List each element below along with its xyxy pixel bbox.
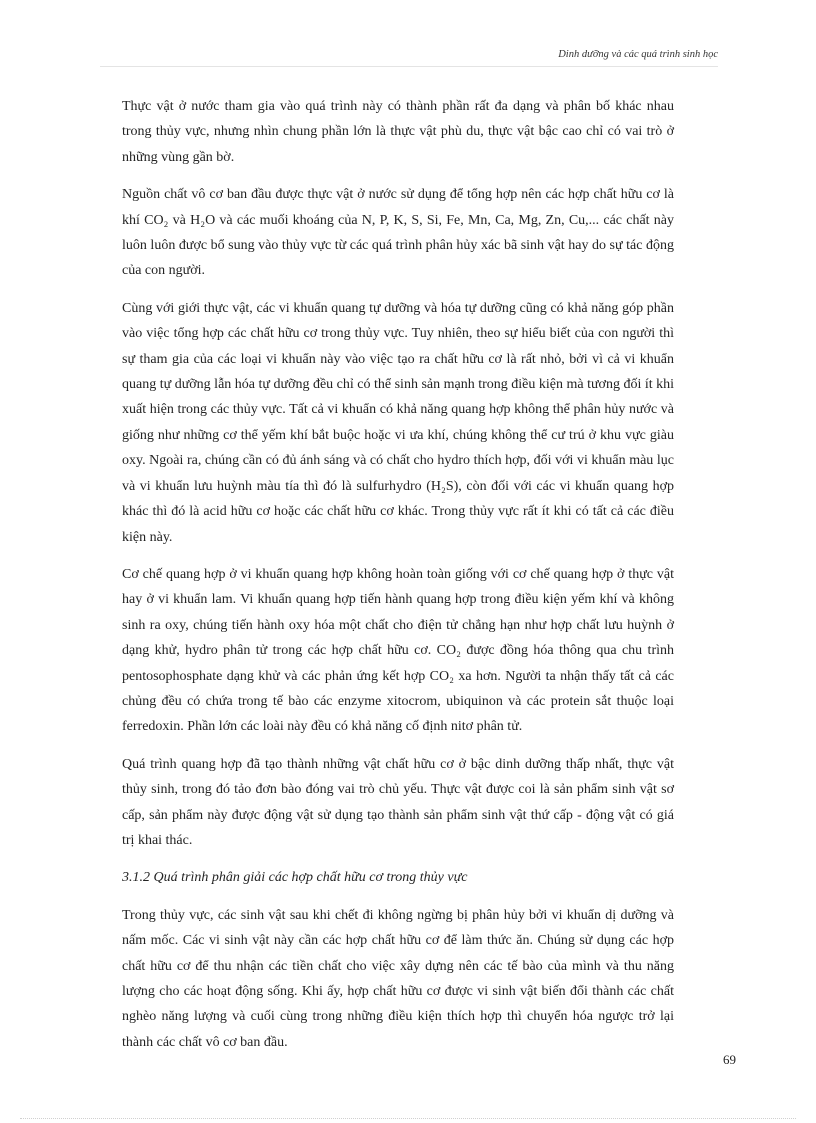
running-header: Dinh dưỡng và các quá trình sinh học	[558, 49, 718, 60]
paragraph-4: Cơ chế quang hợp ở vi khuẩn quang hợp không hoàn toàn giống với cơ chế quang hợp ở thực vật hay ở vi khuẩn lam. Vi khuẩn quang hợp tiến hành quang hợp trong điều kiện yếm khí và không sinh ra oxy, chúng tiến hành oxy hóa một chất cho điện tử chẳng hạn như hợp chất lưu huỳnh ở dạng khử, hydro phân tử trong các hợp chất hữu cơ. CO₂ được đồng hóa thông qua chu trình pentosophosphate dạng khử và các phản ứng kết hợp CO₂ xa hơn. Người ta nhận thấy tất cả các chủng đều có chứa trong tế bào các enzyme xitocrom, ubiquinon và các protein sắt thuộc loại ferredoxin. Phần lớn các loài này đều có khả năng cố định nitơ phân tử.	[122, 566, 674, 735]
paragraph-5: Quá trình quang hợp đã tạo thành những vật chất hữu cơ ở bậc dinh dưỡng thấp nhất, thực vật thủy sinh, trong đó tảo đơn bào đóng vai trò chủ yếu. Thực vật được coi là sản phẩm sinh vật sơ cấp, sản phẩm này được động vật sử dụng tạo thành sản phẩm sinh vật thứ cấp - động vật có giá trị khai thác.	[122, 756, 674, 848]
paragraph-1: Thực vật ở nước tham gia vào quá trình này có thành phần rất đa dạng và phân bố khác nhau trong thủy vực, nhưng nhìn chung phần lớn là thực vật phù du, thực vật bậc cao chỉ có vai trò ở những vùng gần bờ.	[122, 99, 674, 165]
footer-divider	[20, 1118, 796, 1119]
header-divider	[100, 66, 718, 67]
page-body	[122, 94, 674, 1067]
page-number: 69	[723, 1052, 736, 1067]
section-heading: 3.1.2 Quá trình phân giải các hợp chất hữu cơ trong thủy vực	[122, 870, 468, 886]
paragraph-2: Nguồn chất vô cơ ban đầu được thực vật ở nước sử dụng để tổng hợp nên các hợp chất hữu cơ là khí CO₂ và H₂O và các muối khoáng của N, P, K, S, Si, Fe, Mn, Ca, Mg, Zn, Cu,... các chất này luôn luôn được bổ sung vào thủy vực từ các quá trình phân hủy xác bã sinh vật hay do sự tác động của con người.	[122, 187, 674, 279]
section-paragraph: Trong thủy vực, các sinh vật sau khi chết đi không ngừng bị phân hủy bởi vi khuẩn dị dưỡng và nấm mốc. Các vi sinh vật này cần các hợp chất hữu cơ để làm thức ăn. Chúng sử dụng các hợp chất hữu cơ để thu nhận các tiền chất cho việc xây dựng nên các tế bào của mình và thu năng lượng cho các hoạt động sống. Khi ấy, hợp chất hữu cơ được vi sinh vật biến đổi thành các chất nghèo năng lượng và cuối cùng trong những điều kiện thích hợp thì chuyển hóa ngược trở lại thành các chất vô cơ ban đầu.	[122, 907, 674, 1050]
paragraph-3: Cùng với giới thực vật, các vi khuẩn quang tự dưỡng và hóa tự dưỡng cũng có khả năng góp phần vào việc tổng hợp các chất hữu cơ trong thủy vực. Tuy nhiên, theo sự hiểu biết của con người thì sự tham gia của các loại vi khuẩn này vào việc tạo ra chất hữu cơ là rất nhỏ, bởi vì cả vi khuẩn quang tự dưỡng lẫn hóa tự dưỡng đều chỉ có thể sinh sản mạnh trong điều kiện mà tương đối ít khi xuất hiện trong các thủy vực. Tất cả vi khuẩn có khả năng quang hợp không thể phân hủy nước và giống như những cơ thể yếm khí bắt buộc hoặc vi ưa khí, chúng không thể cư trú ở khu vực giàu oxy. Ngoài ra, chúng cần có đủ ánh sáng và có chất cho hydro thích hợp, đối với vi khuẩn màu lục và vi khuẩn lưu huỳnh màu tía thì đó là sulfurhydro (H₂S), còn đối với các vi khuẩn quang hợp khác thì đó là acid hữu cơ hoặc các chất hữu cơ khác. Trong thủy vực rất ít khi có tất cả các điều kiện này.	[122, 300, 675, 545]
